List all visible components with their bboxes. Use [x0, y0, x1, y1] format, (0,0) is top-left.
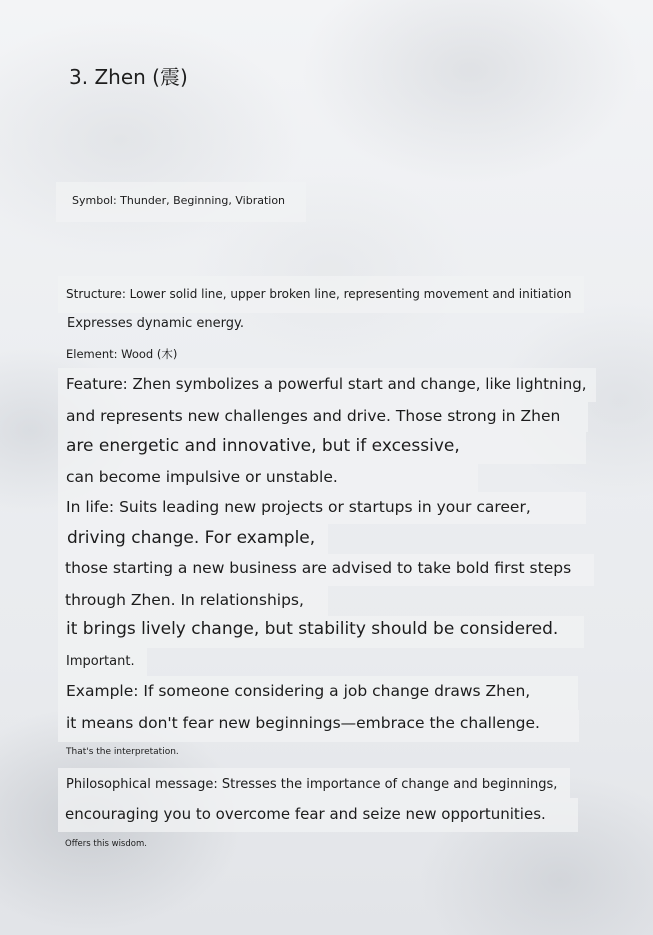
feature-line-3: are energetic and innovative, but if excessive,: [58, 432, 586, 464]
life-line-2: driving change. For example,: [58, 524, 328, 554]
interpretation-note: That's the interpretation.: [66, 747, 179, 757]
symbol-text: Symbol: Thunder, Beginning, Vibration: [56, 182, 306, 222]
feature-line-4: can become impulsive or unstable.: [58, 464, 478, 492]
philosophy-line-1: Philosophical message: Stresses the importance of change and beginnings,: [58, 768, 570, 798]
life-line-1: In life: Suits leading new projects or startups in your career,: [58, 492, 586, 524]
element-text: Element: Wood (木): [66, 347, 178, 361]
important-note: Important.: [58, 648, 147, 676]
wisdom-note: Offers this wisdom.: [65, 839, 147, 849]
example-line-2: it means don't fear new beginnings—embrace the challenge.: [58, 710, 579, 742]
structure-note: Expresses dynamic energy.: [67, 316, 244, 331]
feature-line-1: Feature: Zhen symbolizes a powerful start and change, like lightning,: [58, 368, 596, 402]
structure-text: Structure: Lower solid line, upper broken line, representing movement and initiation: [58, 276, 584, 313]
example-line-1: Example: If someone considering a job change draws Zhen,: [58, 676, 578, 710]
life-line-5: it brings lively change, but stability should be considered.: [58, 616, 584, 648]
life-line-4: through Zhen. In relationships,: [58, 586, 328, 616]
page-title: 3. Zhen (震): [69, 65, 188, 89]
life-line-3: those starting a new business are advised to take bold first steps: [58, 554, 594, 586]
philosophy-line-2: encouraging you to overcome fear and seize new opportunities.: [58, 798, 578, 832]
feature-line-2: and represents new challenges and drive. Those strong in Zhen: [58, 402, 588, 432]
